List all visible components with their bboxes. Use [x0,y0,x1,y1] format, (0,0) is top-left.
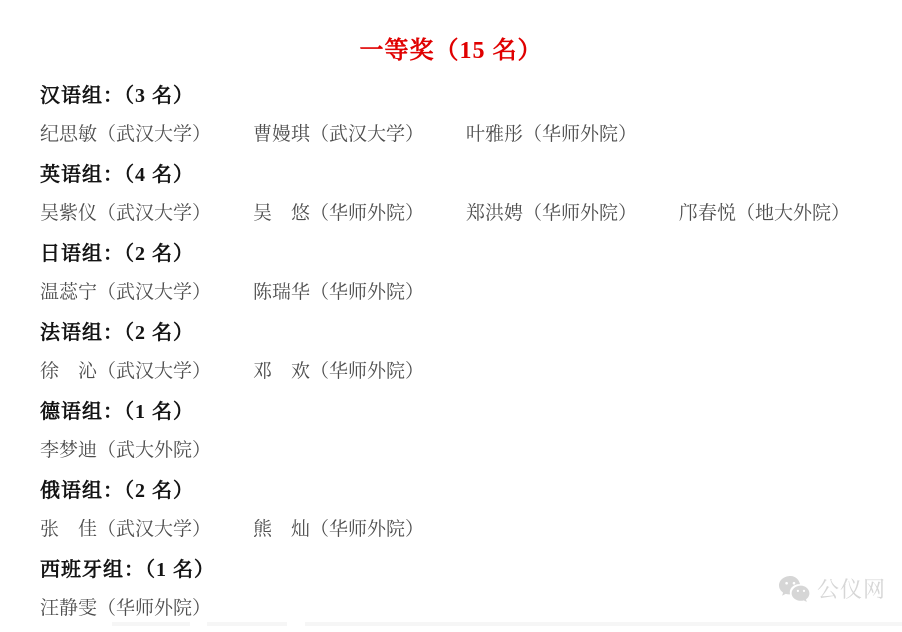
group-heading: 俄语组：（2 名） [40,480,194,502]
award-group [40,321,892,383]
winner-name: 郑洪娉（华师外院） [466,203,638,224]
group-heading: 英语组：（4 名） [40,164,194,186]
winner-name: 吴 悠（华师外院） [253,203,425,224]
watermark [778,573,886,604]
winner-name: 李梦迪（武大外院） [40,440,212,461]
award-group [40,479,892,541]
winner-name: 徐 沁（武汉大学） [40,361,212,382]
watermark-label: 公仪网 [816,577,886,602]
page-title: 一等奖（15 名） [359,38,543,64]
group-heading: 西班牙组：（1 名） [40,559,215,581]
winner-name: 纪思敏（武汉大学） [40,124,212,145]
winner-row [40,281,892,304]
winner-row [40,518,892,541]
winner-name: 张 佳（武汉大学） [40,519,212,540]
award-group [40,558,892,620]
wechat-icon [778,575,812,603]
winner-name: 叶雅彤（华师外院） [466,124,638,145]
cutoff-next-line-fragment [112,622,190,626]
winner-name: 温蕊宁（武汉大学） [40,282,212,303]
winner-row [40,202,892,225]
winner-name: 邓 欢（华师外院） [253,361,425,382]
cutoff-next-line-fragment [305,622,902,626]
winner-row [40,439,892,462]
group-heading: 日语组：（2 名） [40,243,194,265]
winner-name: 汪静雯（华师外院） [40,598,212,619]
group-heading: 汉语组：（3 名） [40,85,194,107]
award-group [40,84,892,146]
group-heading: 德语组：（1 名） [40,401,194,423]
winner-row [40,597,892,620]
group-heading: 法语组：（2 名） [40,322,194,344]
award-groups [40,84,892,632]
cutoff-next-line-fragment [207,622,287,626]
winner-name: 邝春悦（地大外院） [679,203,851,224]
winner-row [40,123,892,146]
award-group [40,163,892,225]
winner-row [40,360,892,383]
winner-name: 吴紫仪（武汉大学） [40,203,212,224]
winner-name: 曹嫚琪（武汉大学） [253,124,425,145]
award-group [40,400,892,462]
award-group [40,242,892,304]
winner-name: 熊 灿（华师外院） [253,519,425,540]
winner-name: 陈瑞华（华师外院） [253,282,425,303]
